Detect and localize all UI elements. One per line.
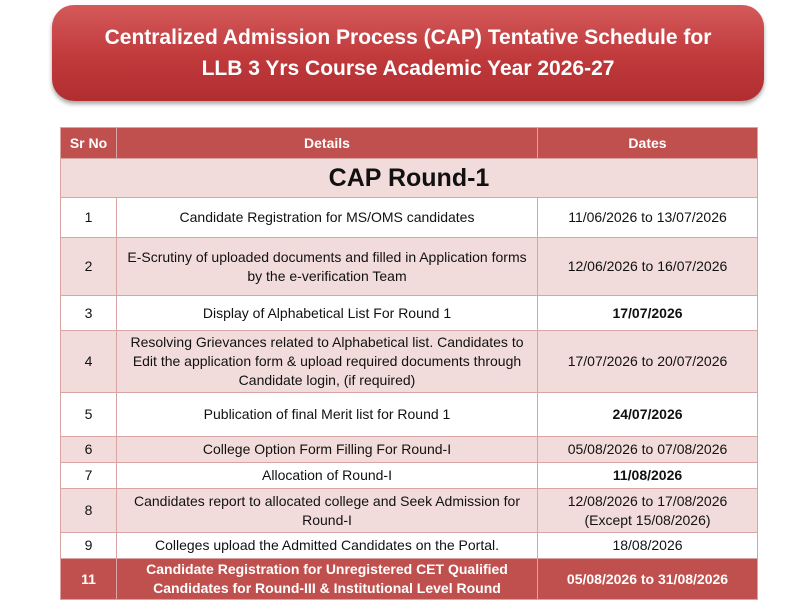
row-dates: 12/06/2026 to 16/07/2026 bbox=[538, 238, 758, 296]
table-row bbox=[61, 489, 758, 533]
row-dates: 05/08/2026 to 07/08/2026 bbox=[538, 437, 758, 463]
row-details: Candidate Registration for Unregistered CET Qualified Candidates for Round-III & Institutional Level Round bbox=[117, 559, 538, 600]
row-sr: 7 bbox=[61, 463, 117, 489]
row-details: Publication of final Merit list for Round 1 bbox=[117, 393, 538, 437]
row-dates: 11/08/2026 bbox=[538, 463, 758, 489]
row-dates: 18/08/2026 bbox=[538, 533, 758, 559]
header-dates: Dates bbox=[538, 128, 758, 159]
table-header-row bbox=[61, 128, 758, 159]
row-details: College Option Form Filling For Round-I bbox=[117, 437, 538, 463]
row-details: E-Scrutiny of uploaded documents and filled in Application forms by the e-verification Team bbox=[117, 238, 538, 296]
table-row bbox=[61, 463, 758, 489]
table-row bbox=[61, 296, 758, 331]
schedule-table bbox=[60, 127, 758, 600]
row-sr: 4 bbox=[61, 331, 117, 393]
table-row bbox=[61, 331, 758, 393]
row-details: Candidates report to allocated college and Seek Admission for Round-I bbox=[117, 489, 538, 533]
row-details: Display of Alphabetical List For Round 1 bbox=[117, 296, 538, 331]
row-dates: 17/07/2026 bbox=[538, 296, 758, 331]
table-row bbox=[61, 437, 758, 463]
table-row-highlight bbox=[61, 559, 758, 600]
header-sr-no: Sr No bbox=[61, 128, 117, 159]
banner-title-line-1: Centralized Admission Process (CAP) Tentative Schedule for bbox=[104, 26, 712, 49]
row-sr: 11 bbox=[61, 559, 117, 600]
header-details: Details bbox=[117, 128, 538, 159]
title-banner bbox=[52, 5, 764, 101]
row-details: Candidate Registration for MS/OMS candidates bbox=[117, 198, 538, 238]
row-sr: 8 bbox=[61, 489, 117, 533]
row-dates: 17/07/2026 to 20/07/2026 bbox=[538, 331, 758, 393]
row-dates-note: (Except 15/08/2026) bbox=[584, 511, 711, 528]
row-sr: 2 bbox=[61, 238, 117, 296]
round-title-row bbox=[61, 159, 758, 198]
row-sr: 3 bbox=[61, 296, 117, 331]
row-details: Allocation of Round-I bbox=[117, 463, 538, 489]
table-row bbox=[61, 533, 758, 559]
row-dates: 05/08/2026 to 31/08/2026 bbox=[538, 559, 758, 600]
table-row bbox=[61, 238, 758, 296]
row-dates: 24/07/2026 bbox=[538, 393, 758, 437]
row-sr: 5 bbox=[61, 393, 117, 437]
row-details: Resolving Grievances related to Alphabetical list. Candidates to Edit the application form & upload required documents through Candidate login, (if required) bbox=[117, 331, 538, 393]
row-dates: 12/08/2026 to 17/08/2026 bbox=[567, 492, 728, 509]
row-details: Colleges upload the Admitted Candidates on the Portal. bbox=[117, 533, 538, 559]
table-row bbox=[61, 198, 758, 238]
row-sr: 1 bbox=[61, 198, 117, 238]
row-dates-cell bbox=[538, 489, 758, 533]
table-row bbox=[61, 393, 758, 437]
banner-title-line-2: LLB 3 Yrs Course Academic Year 2026-27 bbox=[201, 57, 615, 80]
round-title: CAP Round-1 bbox=[61, 159, 758, 198]
row-dates: 11/06/2026 to 13/07/2026 bbox=[538, 198, 758, 238]
row-sr: 6 bbox=[61, 437, 117, 463]
row-sr: 9 bbox=[61, 533, 117, 559]
